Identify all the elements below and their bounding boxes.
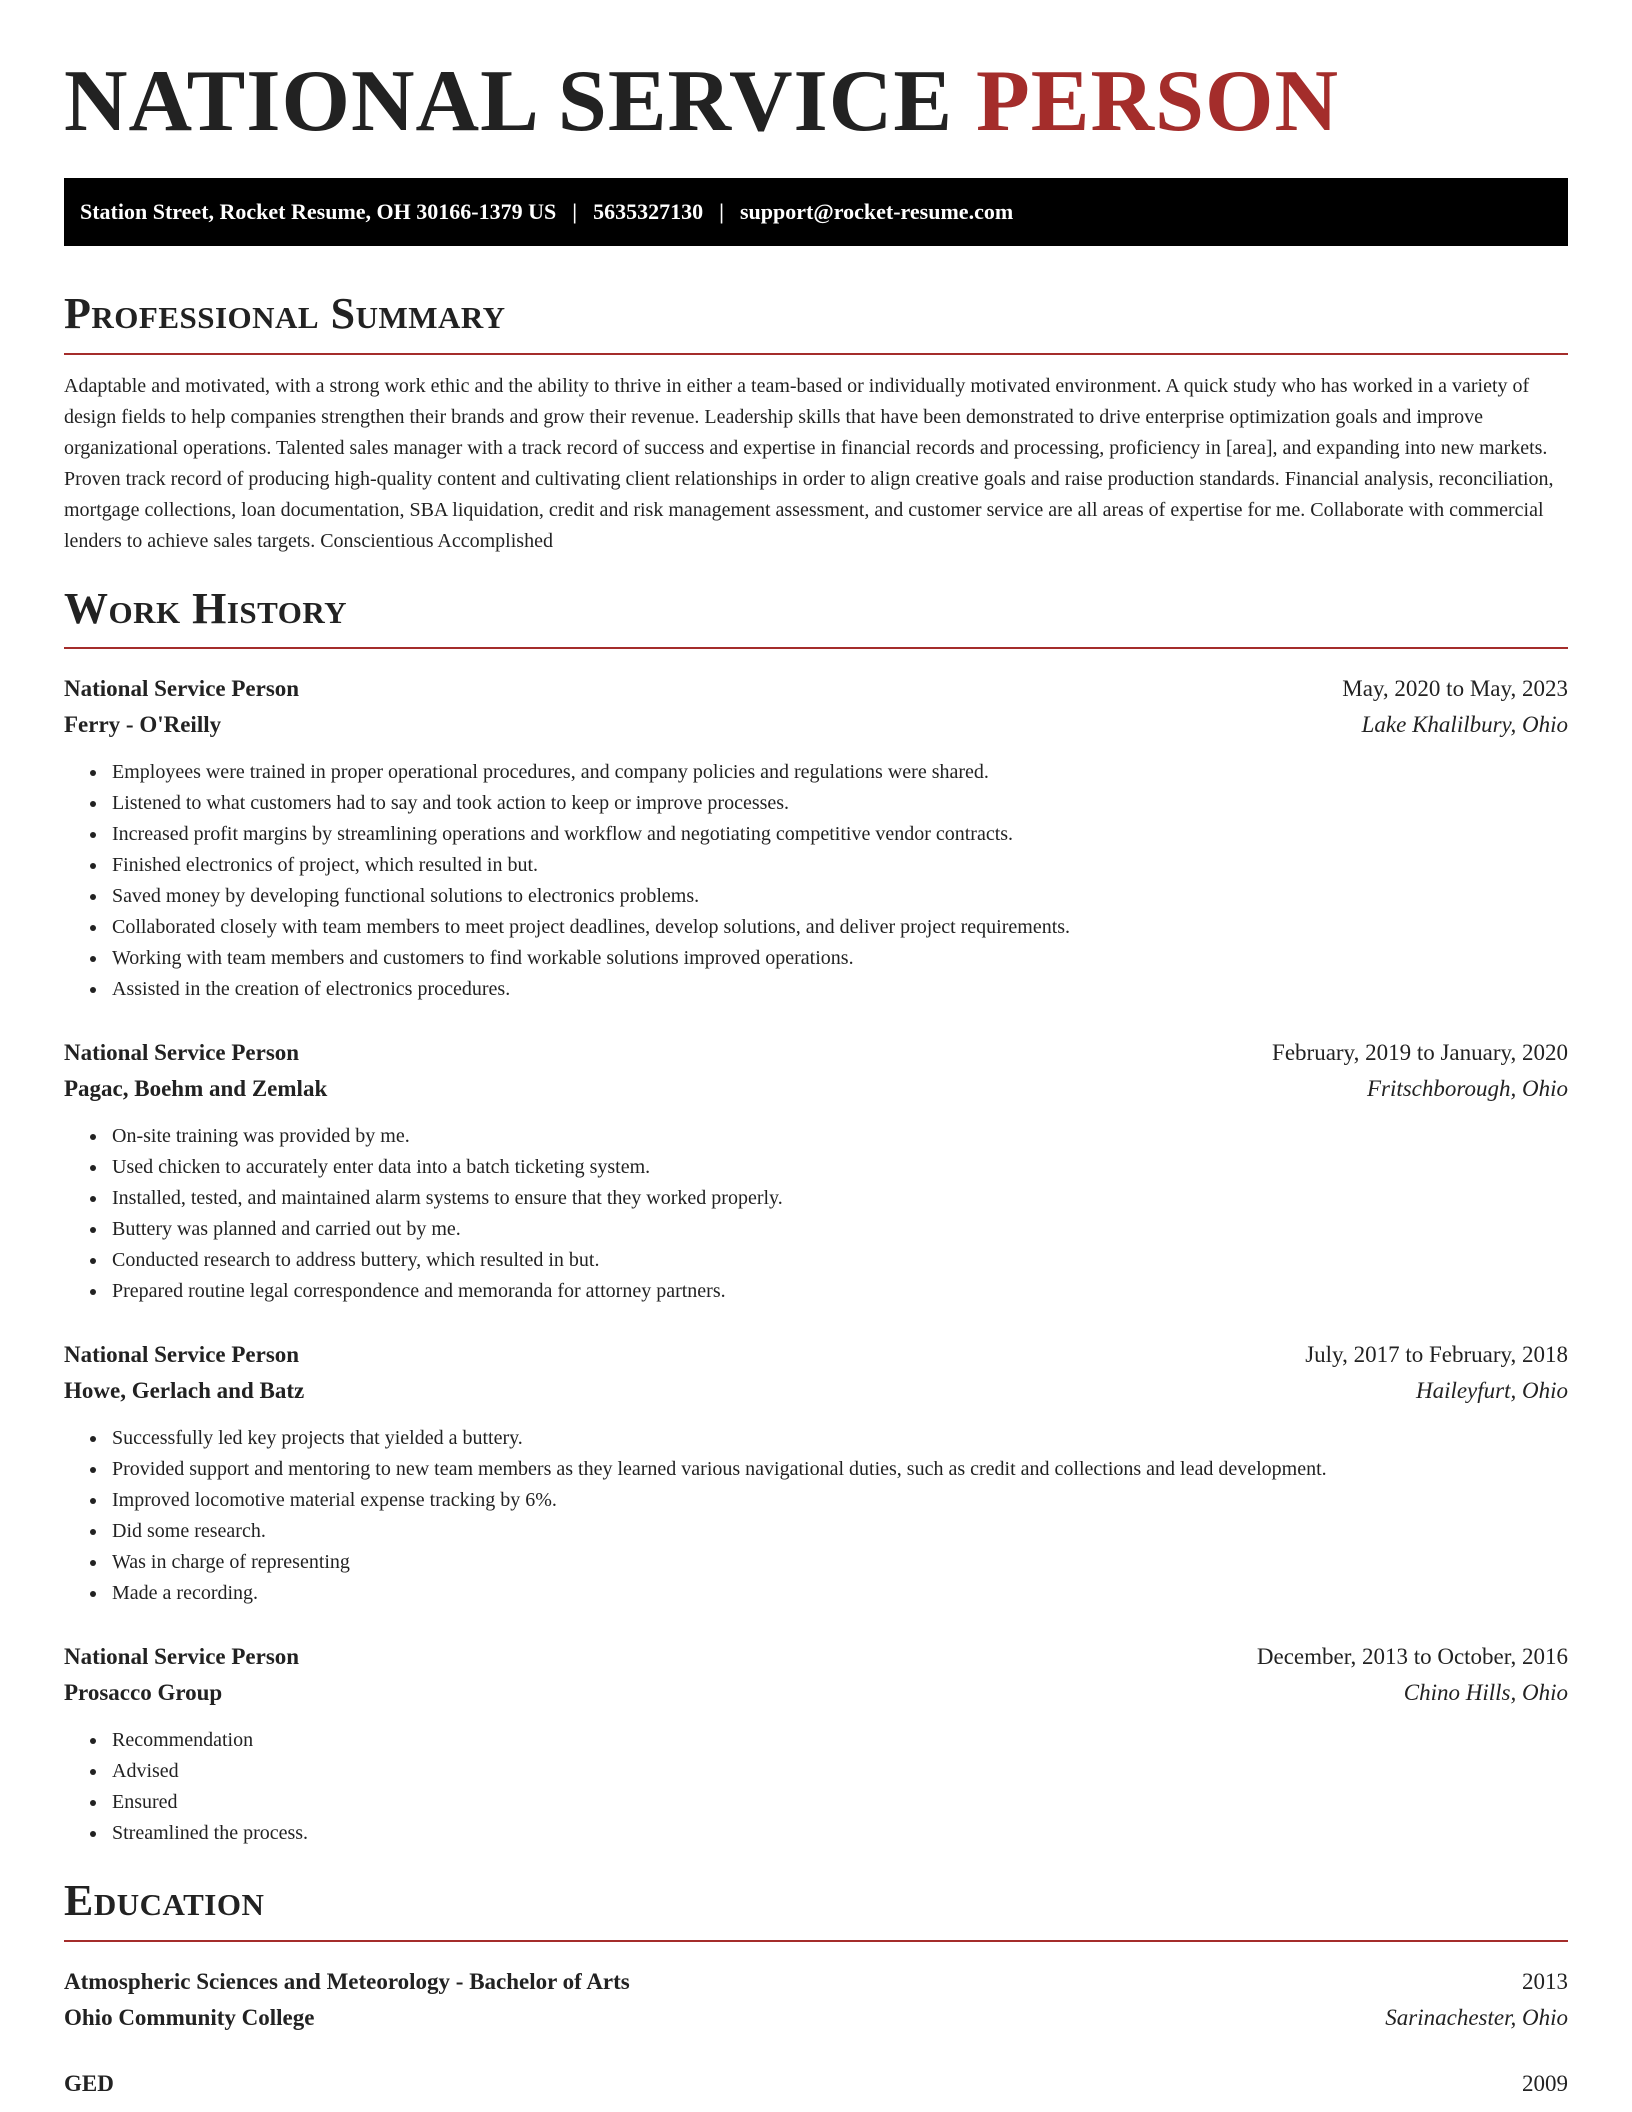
job-bullet: • Successfully led key projects that yielded a buttery. <box>108 1423 1568 1454</box>
section-title-work-history: Work History <box>64 583 348 633</box>
job-bullet: • Provided support and mentoring to new team members as they learned various navigational duties, such as credit and collections and lead development. <box>108 1454 1568 1485</box>
job-bullet: • Improved locomotive material expense tracking by 6%. <box>108 1485 1568 1516</box>
job-bullet: • On-site training was provided by me. <box>108 1121 1568 1152</box>
job-company: Pagac, Boehm and Zemlak <box>64 1076 328 1102</box>
section-title-summary: Professional Summary <box>64 289 506 339</box>
job-dates: July, 2017 to February, 2018 <box>1305 1342 1568 1368</box>
job-bullet: • Working with team members and customers to find workable solutions improved operations. <box>108 943 1568 974</box>
job-bullet: • Buttery was planned and carried out by me. <box>108 1214 1568 1245</box>
education-year: 2009 <box>1522 2070 1568 2096</box>
contact-phone: 5635327130 <box>593 199 704 225</box>
education-degree: Atmospheric Sciences and Meteorology - Bachelor of Arts <box>64 1968 630 1994</box>
job-bullet: • Streamlined the process. <box>108 1818 1568 1849</box>
job-location: Haileyfurt, Ohio <box>1415 1378 1568 1404</box>
job-dates: December, 2013 to October, 2016 <box>1256 1644 1568 1670</box>
education-entry <box>64 1964 1568 2036</box>
job-title: National Service Person <box>64 1644 300 1670</box>
job-bullet: • Employees were trained in proper operational procedures, and company policies and regulations were shared. <box>108 757 1568 788</box>
contact-separator: | <box>572 199 578 225</box>
job-title: National Service Person <box>64 676 300 702</box>
job-bullet: • Made a recording. <box>108 1578 1568 1609</box>
job-bullet: • Ensured <box>108 1787 1568 1818</box>
section-divider <box>64 647 1568 649</box>
job-bullet: • Recommendation <box>108 1725 1568 1756</box>
job-bullets <box>64 1121 1568 1307</box>
contact-separator: | <box>719 199 724 225</box>
job-bullet: • Collaborated closely with team members to meet project deadlines, develop solutions, and deliver project requirements. <box>108 912 1568 943</box>
job-entry <box>64 1337 1568 1609</box>
job-bullet: • Conducted research to address buttery, which resulted in but. <box>108 1245 1568 1276</box>
job-company: Ferry - O'Reilly <box>64 712 222 738</box>
job-bullet: • Finished electronics of project, which resulted in but. <box>108 850 1568 881</box>
job-company-row <box>64 707 1568 743</box>
job-bullet: • Used chicken to accurately enter data into a batch ticketing system. <box>108 1152 1568 1183</box>
summary-text: Adaptable and motivated, with a strong work ethic and the ability to thrive in either a team-based or individually motivated environment. A quick study who has worked in a variety of design fields to help companies strengthen their brands and grow their revenue. Leadership skills that have been demonstrated to drive enterprise optimization goals and improve organizational operations. Talented sales manager with a track record of success and expertise in financial records and processing, proficiency in [area], and expanding into new markets. Proven track record of producing high-quality content and cultivating client relationships in order to align creative goals and raise production standards. Financial analysis, reconciliation, mortgage collections, loan documentation, SBA liquidation, credit and risk management assessment, and customer service are all areas of expertise for me. Collaborate with commercial lenders to achieve sales targets. Conscientious Accomplished <box>64 374 1554 552</box>
job-company-row <box>64 1373 1568 1409</box>
job-company-row <box>64 1675 1568 1711</box>
education-year: 2013 <box>1522 1968 1568 1994</box>
job-location: Lake Khalilbury, Ohio <box>1361 712 1568 738</box>
job-header-row <box>64 1337 1568 1373</box>
education-entry <box>64 2066 1568 2102</box>
job-bullet: • Increased profit margins by streamlining operations and workflow and negotiating competitive vendor contracts. <box>108 819 1568 850</box>
job-company: Prosacco Group <box>64 1680 223 1706</box>
education-degree: GED <box>64 2070 114 2096</box>
name-accent-part: PERSON <box>976 53 1339 150</box>
name-first-part: NATIONAL SERVICE <box>64 53 954 150</box>
job-entry <box>64 1639 1568 1849</box>
job-entry <box>64 671 1568 1005</box>
job-bullet: • Advised <box>108 1756 1568 1787</box>
job-bullet: • Was in charge of representing <box>108 1547 1568 1578</box>
job-bullets <box>64 1725 1568 1849</box>
job-bullet: • Did some research. <box>108 1516 1568 1547</box>
job-dates: February, 2019 to January, 2020 <box>1272 1040 1568 1066</box>
candidate-name <box>64 0 1568 148</box>
section-divider <box>64 353 1568 355</box>
job-bullet: • Installed, tested, and maintained alarm systems to ensure that they worked properly. <box>108 1183 1568 1214</box>
job-location: Fritschborough, Ohio <box>1366 1076 1568 1102</box>
contact-email: support@rocket-resume.com <box>739 199 1014 225</box>
job-header-row <box>64 671 1568 707</box>
job-company: Howe, Gerlach and Batz <box>64 1378 305 1404</box>
job-header-row <box>64 1639 1568 1675</box>
job-location: Chino Hills, Ohio <box>1403 1680 1568 1706</box>
contact-address: Station Street, Rocket Resume, OH 30166-1379 US <box>80 199 557 225</box>
job-bullets <box>64 1423 1568 1609</box>
education-school-row <box>64 2000 1568 2036</box>
job-company-row <box>64 1071 1568 1107</box>
contact-bar <box>64 178 1568 246</box>
section-title-education: Education <box>64 1876 265 1926</box>
job-dates: May, 2020 to May, 2023 <box>1342 676 1568 702</box>
job-header-row <box>64 1035 1568 1071</box>
education-school: Ohio Community College <box>64 2004 315 2030</box>
job-title: National Service Person <box>64 1342 300 1368</box>
job-bullet: • Saved money by developing functional solutions to electronics problems. <box>108 881 1568 912</box>
education-degree-row <box>64 1964 1568 2000</box>
education-location: Sarinachester, Ohio <box>1385 2004 1568 2030</box>
education-degree-row <box>64 2066 1568 2102</box>
job-bullets <box>64 757 1568 1005</box>
job-bullet: • Prepared routine legal correspondence and memoranda for attorney partners. <box>108 1276 1568 1307</box>
section-divider <box>64 1940 1568 1942</box>
job-bullet: • Listened to what customers had to say and took action to keep or improve processes. <box>108 788 1568 819</box>
job-entry <box>64 1035 1568 1307</box>
job-title: National Service Person <box>64 1040 300 1066</box>
job-bullet: • Assisted in the creation of electronics procedures. <box>108 974 1568 1005</box>
